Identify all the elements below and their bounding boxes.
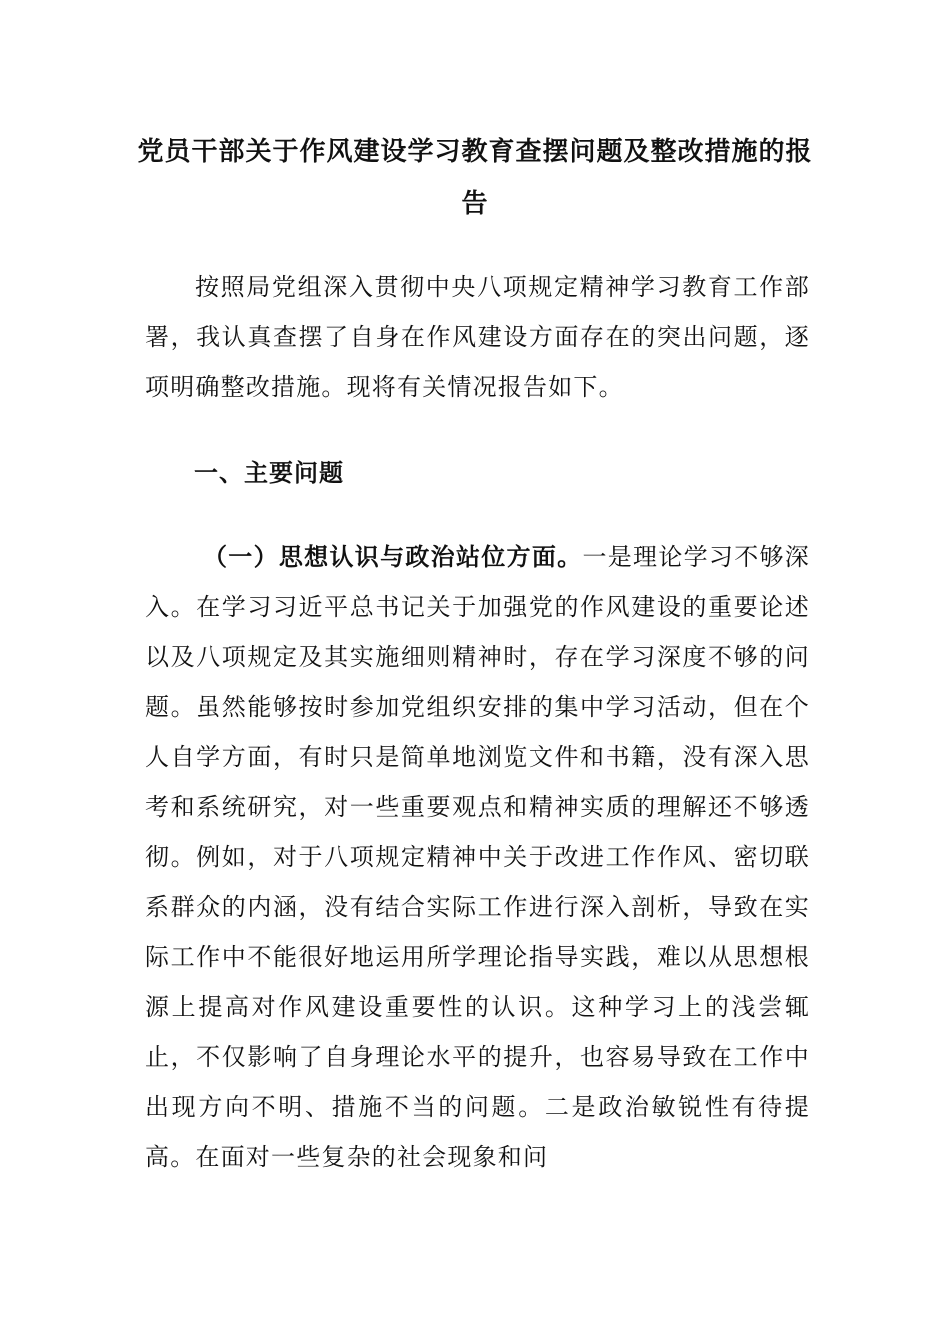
subsection-paragraph <box>145 532 810 1182</box>
intro-paragraph: 按照局党组深入贯彻中央八项规定精神学习教育工作部署，我认真查摆了自身在作风建设方面存在的突出问题，逐项明确整改措施。现将有关情况报告如下。 <box>145 273 810 401</box>
subsection-heading: （一）思想认识与政治站位方面。 <box>203 543 583 571</box>
subsection-body: 一是理论学习不够深入。在学习习近平总书记关于加强党的作风建设的重要论述以及八项规定及其实施细则精神时，存在学习深度不够的问题。虽然能够按时参加党组织安排的集中学习活动，但在个人自学方面，有时只是简单地浏览文件和书籍，没有深入思考和系统研究，对一些重要观点和精神实质的理解还不够透彻。例如，对于八项规定精神中关于改进工作作风、密切联系群众的内涵，没有结合实际工作进行深入剖析，导致在实际工作中不能很好地运用所学理论指导实践，难以从思想根源上提高对作风建设重要性的认识。这种学习上的浅尝辄止，不仅影响了自身理论水平的提升，也容易导致在工作中出现方向不明、措施不当的问题。二是政治敏锐性有待提高。在面对一些复杂的社会现象和问 <box>145 543 810 1171</box>
section-heading: 一、主要问题 <box>194 459 344 487</box>
document-title: 党员干部关于作风建设学习教育查摆问题及整改措施的报告 <box>137 137 813 219</box>
